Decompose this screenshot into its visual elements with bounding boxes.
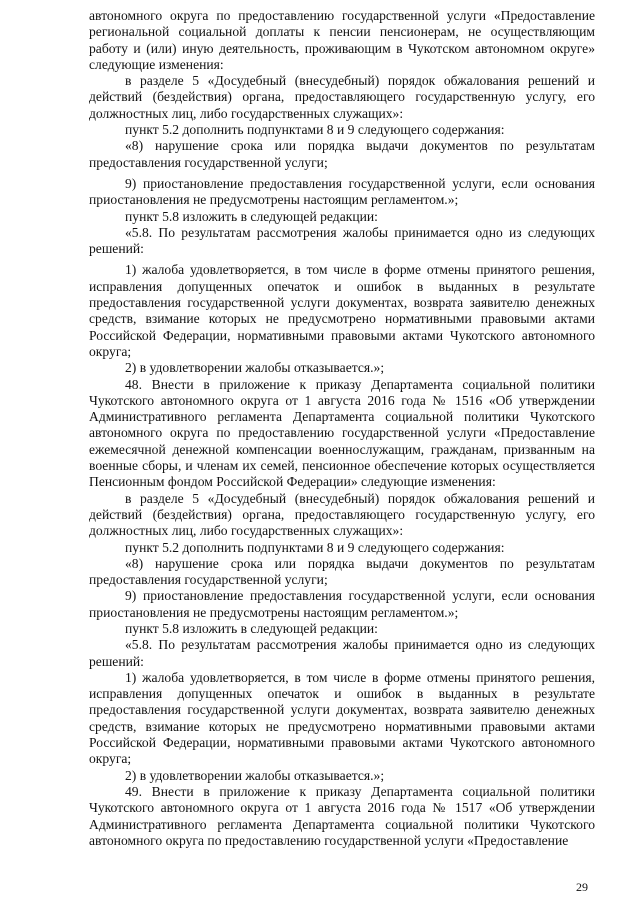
paragraph: 49. Внести в приложение к приказу Департамента социальной политики Чукотского автономного округа от 1 августа 2016 года № 1517 «Об утверждении Административного регламента Департамента социальной политики Чукотского автономного округа по предоставлению государственной услуги «Предоставление xyxy=(89,783,595,848)
paragraph: в разделе 5 «Досудебный (внесудебный) порядок обжалования решений и действий (бездействия) органа, предоставляющего государственную услугу, его должностных лиц, либо государственных служащих»: xyxy=(89,490,595,539)
paragraph: пункт 5.2 дополнить подпунктами 8 и 9 следующего содержания: xyxy=(125,122,505,138)
paragraph: 1) жалоба удовлетворяется, в том числе в форме отмены принятого решения, исправления допущенных опечаток и ошибок в выданных в результате предоставления государственной услуги документах, возврата заявителю денежных средств, взимание которых не предусмотрено нормативными правовыми актами Российской Федерации, нормативными правовыми актами Чукотского автономного округа; xyxy=(89,262,595,359)
paragraph: в разделе 5 «Досудебный (внесудебный) порядок обжалования решений и действий (бездействия) органа, предоставляющего государственную услугу, его должностных лиц, либо государственных служащих»: xyxy=(89,73,595,121)
paragraph: 9) приостановление предоставления государственной услуги, если основания приостановления не предусмотрены настоящим регламентом.»; xyxy=(89,588,595,620)
paragraph: автономного округа по предоставлению государственной услуги «Предоставление региональной социальной доплаты к пенсии пенсионерам, не осуществляющим работу и (или) иную деятельность, проживающим в Чукотском автономном округе» следующие изменения: xyxy=(89,8,595,72)
paragraph: «5.8. По результатам рассмотрения жалобы принимается одно из следующих решений: xyxy=(89,224,595,257)
paragraph: 2) в удовлетворении жалобы отказывается.»; xyxy=(125,360,385,376)
paragraph: пункт 5.8 изложить в следующей редакции: xyxy=(125,620,378,636)
paragraph: 1) жалоба удовлетворяется, в том числе в форме отмены принятого решения, исправления допущенных опечаток и ошибок в выданных в результате предоставления государственной услуги документах, возврата заявителю денежных средств, взимание которых не предусмотрено нормативными правовыми актами Российской Федерации, нормативными правовыми актами Чукотского автономного округа; xyxy=(89,669,595,767)
paragraph: «8) нарушение срока или порядка выдачи документов по результатам предоставления государственной услуги; xyxy=(89,138,595,170)
document-page xyxy=(89,8,595,849)
page-number: 29 xyxy=(576,880,588,894)
paragraph: 2) в удовлетворении жалобы отказывается.»; xyxy=(125,767,385,783)
paragraph: 48. Внести в приложение к приказу Департамента социальной политики Чукотского автономного округа от 1 августа 2016 года № 1516 «Об утверждении Административного регламента Департамента социальной политики Чукотского автономного округа по предоставлению государственной услуги «Предоставление ежемесячной денежной компенсации военнослужащим, гражданам, призванным на военные сборы, и членам их семей, пенсионное обеспечение которых осуществляется Пенсионным фондом Российской Федерации» следующие изменения: xyxy=(89,376,595,490)
document-body xyxy=(89,8,595,849)
paragraph: пункт 5.8 изложить в следующей редакции: xyxy=(125,208,378,224)
paragraph: «5.8. По результатам рассмотрения жалобы принимается одно из следующих решений: xyxy=(89,637,595,669)
paragraph: 9) приостановление предоставления государственной услуги, если основания приостановления не предусмотрены настоящим регламентом.»; xyxy=(89,175,595,208)
paragraph: «8) нарушение срока или порядка выдачи документов по результатам предоставления государственной услуги; xyxy=(89,555,595,588)
paragraph: пункт 5.2 дополнить подпунктами 8 и 9 следующего содержания: xyxy=(125,539,505,555)
